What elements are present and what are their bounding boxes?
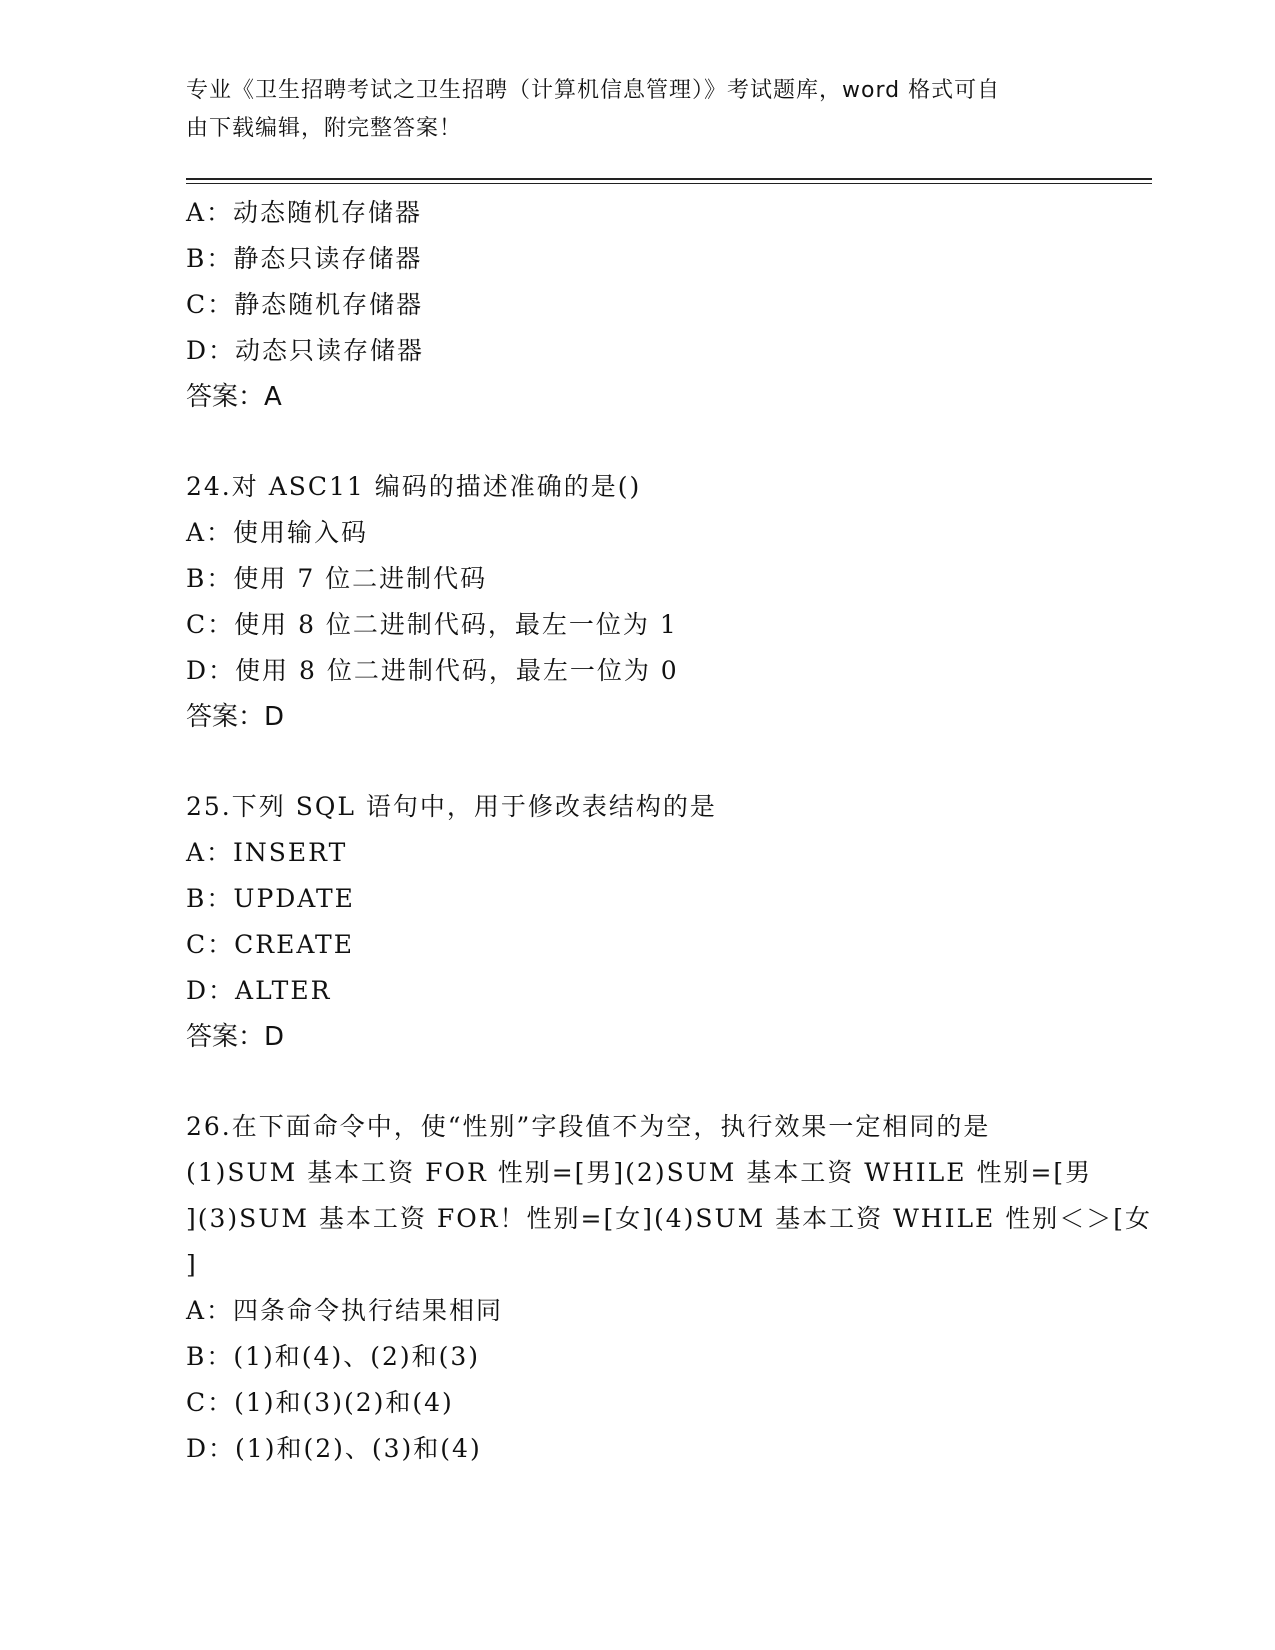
question-text-line-3: ](3)SUM 基本工资 FOR！性别=[女](4)SUM 基本工资 WHILE 性别＜＞[女 [186, 1204, 1152, 1233]
question-text: 24.对 ASC11 编码的描述准确的是() [186, 472, 642, 501]
option-a: A：动态随机存储器 [186, 198, 423, 227]
option-b: B：静态只读存储器 [186, 244, 423, 273]
option-b: B：UPDATE [186, 884, 355, 913]
answer-line: 答案：D [186, 1022, 285, 1052]
option-d: D：使用 8 位二进制代码，最左一位为 0 [186, 656, 679, 685]
header-divider-thin [186, 183, 1152, 184]
option-d: D：ALTER [186, 976, 332, 1005]
question-text: 25.下列 SQL 语句中，用于修改表结构的是 [186, 792, 717, 821]
header-line-1: 专业《卫生招聘考试之卫生招聘（计算机信息管理）》考试题库，word 格式可自 [186, 78, 1001, 103]
question-24 [186, 464, 1086, 740]
option-d: D：动态只读存储器 [186, 336, 425, 365]
option-c: C：(1)和(3)(2)和(4) [186, 1388, 454, 1417]
option-b: B：使用 7 位二进制代码 [186, 564, 488, 593]
option-a: A：使用输入码 [186, 518, 369, 547]
option-a: A：四条命令执行结果相同 [186, 1296, 504, 1325]
question-list [186, 190, 1152, 1472]
question-text-line-2: (1)SUM 基本工资 FOR 性别=[男](2)SUM 基本工资 WHILE 性别=[男 [186, 1158, 1093, 1187]
option-a: A：INSERT [186, 838, 348, 867]
question-26 [186, 1104, 1152, 1472]
header-divider-thick [186, 178, 1152, 180]
option-c: C：使用 8 位二进制代码，最左一位为 1 [186, 610, 678, 639]
question-text-line-1: 26.在下面命令中，使“性别”字段值不为空，执行效果一定相同的是 [186, 1112, 991, 1141]
question-text-line-4: ] [186, 1250, 198, 1279]
question-25 [186, 784, 1086, 1060]
option-d: D：(1)和(2)、(3)和(4) [186, 1434, 482, 1463]
option-c: C：CREATE [186, 930, 354, 959]
question-23 [186, 190, 1086, 420]
answer-line: 答案：D [186, 702, 285, 732]
answer-line: 答案：A [186, 382, 282, 412]
option-c: C：静态随机存储器 [186, 290, 424, 319]
option-b: B：(1)和(4)、(2)和(3) [186, 1342, 481, 1371]
header-line-2: 由下载编辑，附完整答案！ [186, 116, 463, 141]
document-header [186, 72, 1086, 148]
